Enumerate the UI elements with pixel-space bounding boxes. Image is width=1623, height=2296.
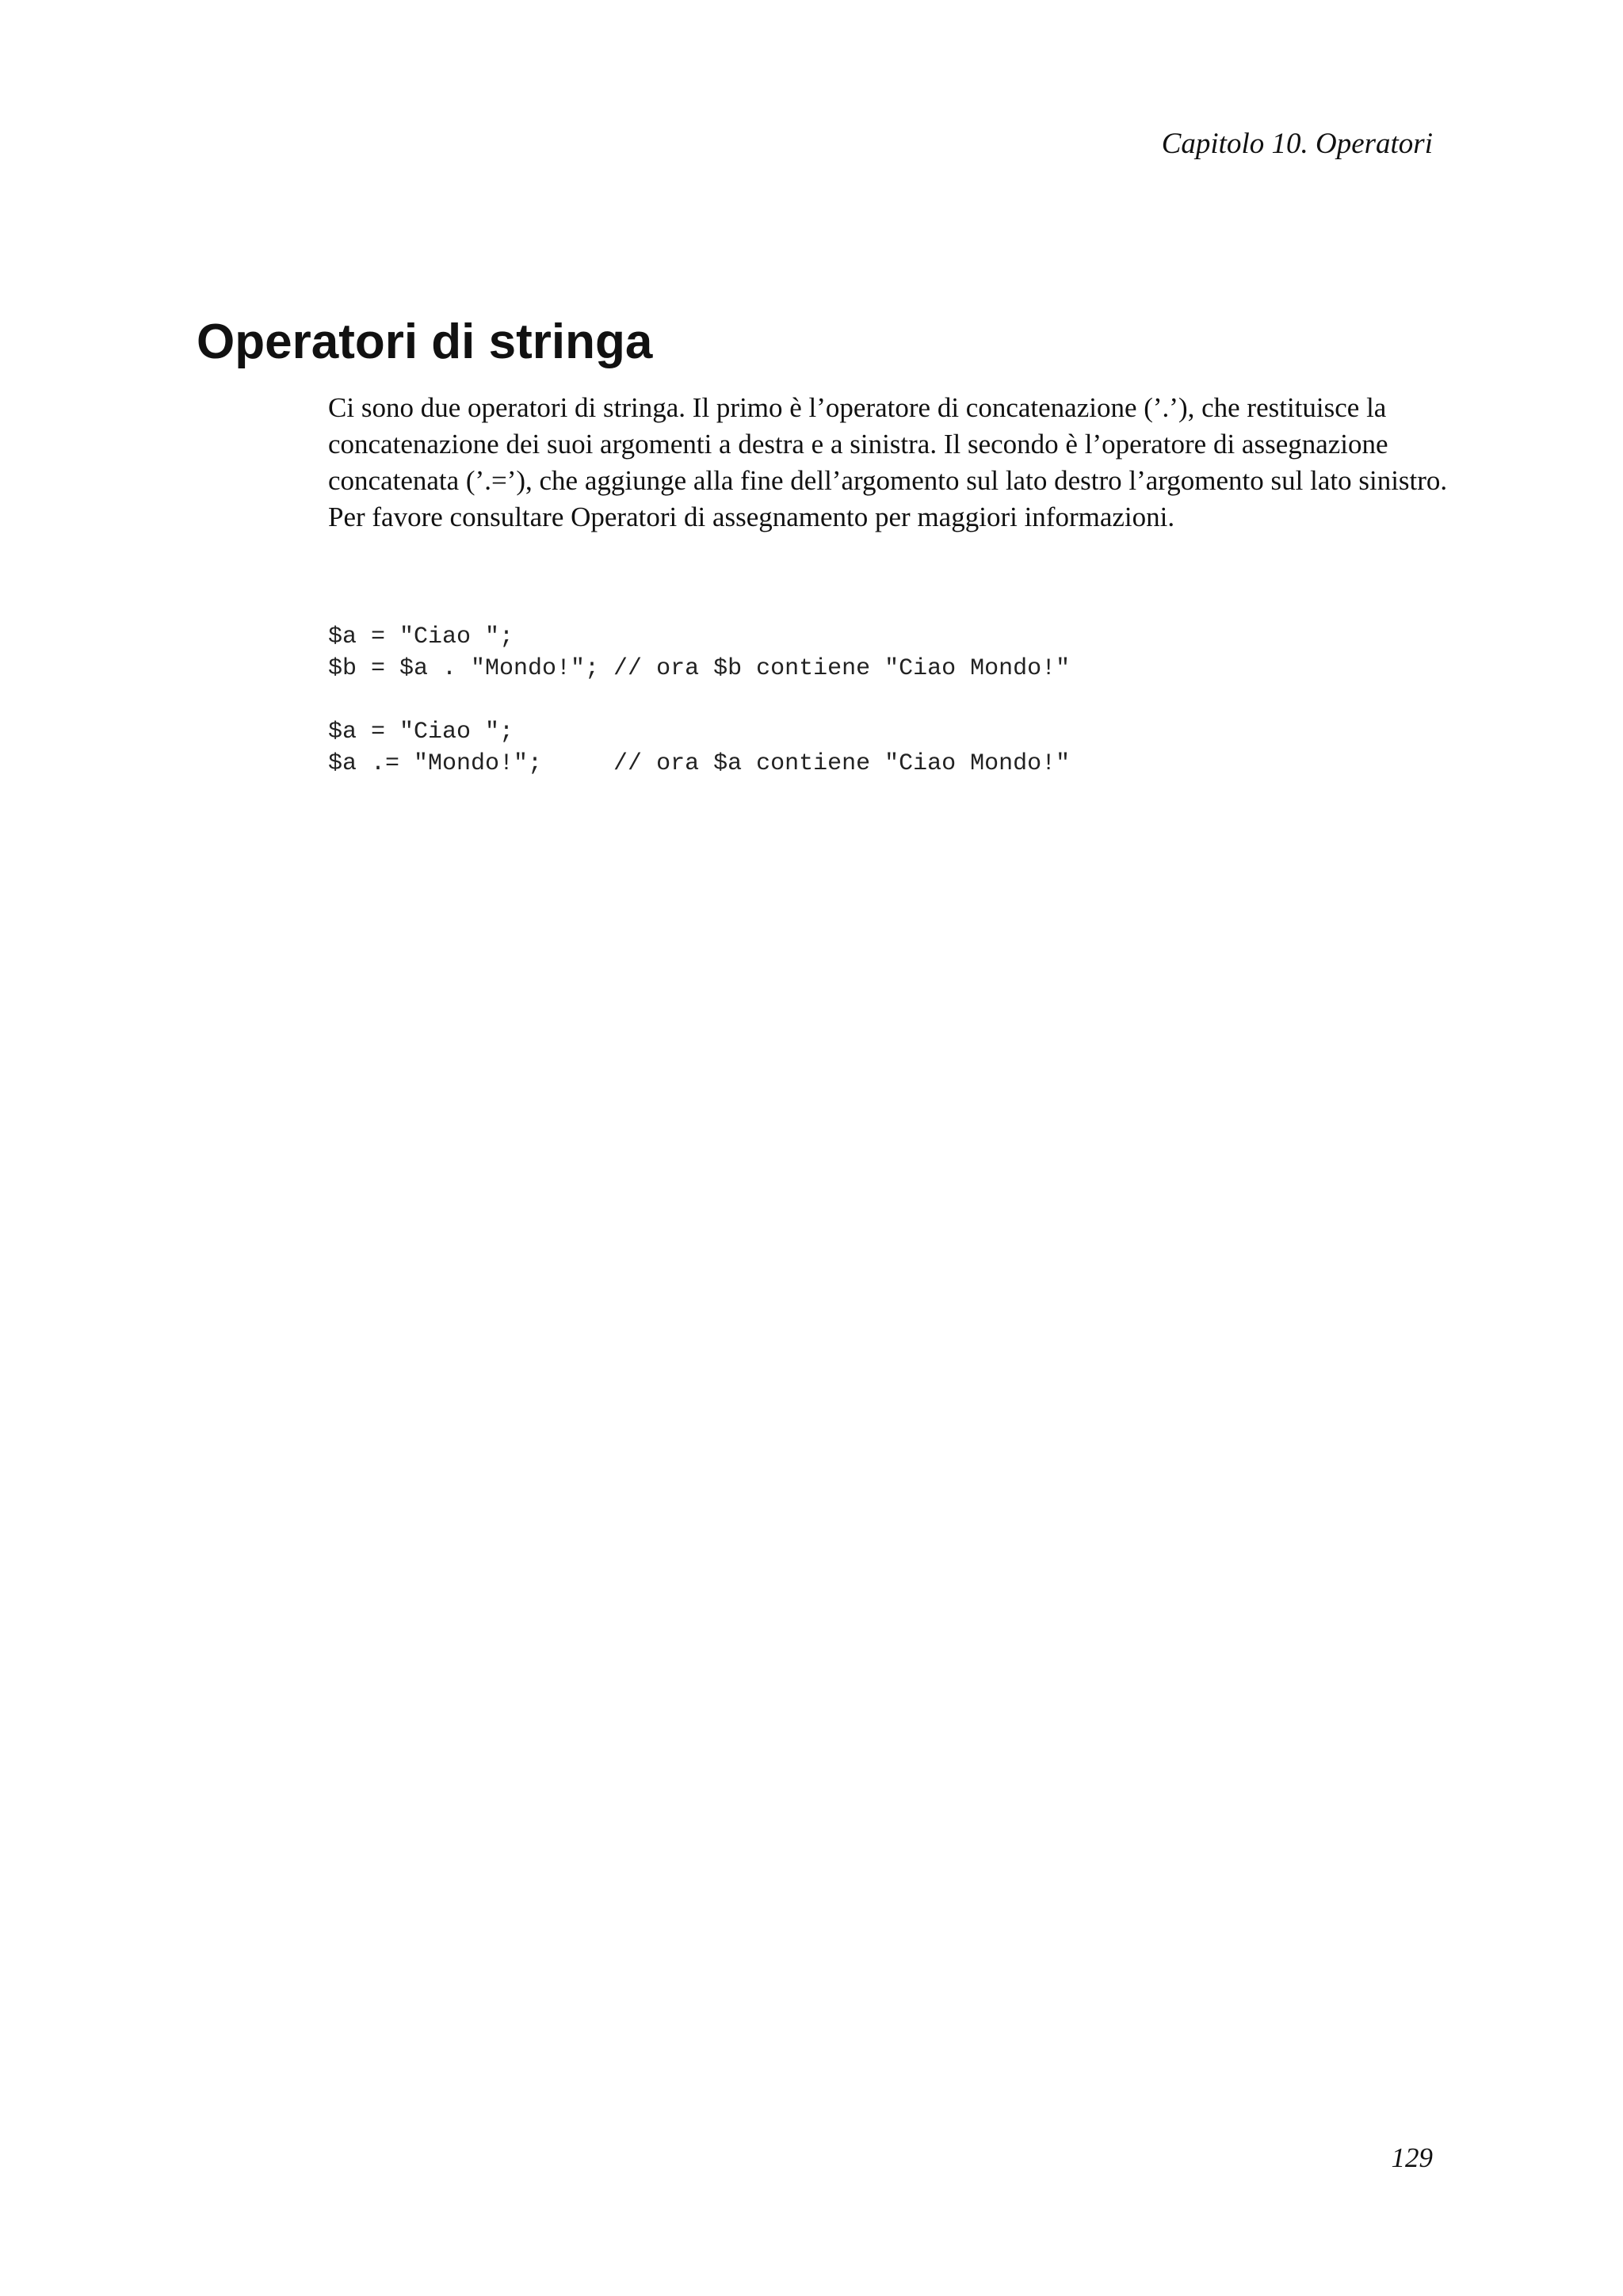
paragraph-line: concatenazione dei suoi argomenti a destra e a sinistra. Il secondo è l’operatore di assegnazione bbox=[328, 429, 1388, 460]
paragraph-line: Per favore consultare Operatori di assegnamento per maggiori informazioni. bbox=[328, 502, 1175, 532]
code-line: $b = $a . "Mondo!"; // ora $b contiene "Ciao Mondo!" bbox=[328, 655, 1071, 682]
paragraph-line: concatenata (’.=’), che aggiunge alla fine dell’argomento sul lato destro l’argomento sul lato sinistro. bbox=[328, 465, 1448, 496]
section-title: Operatori di stringa bbox=[197, 315, 653, 369]
code-line-blank bbox=[328, 685, 1070, 716]
code-line: $a = "Ciao "; bbox=[328, 719, 514, 746]
code-line: $a = "Ciao "; bbox=[328, 624, 514, 650]
code-example bbox=[328, 621, 1070, 780]
body-paragraph bbox=[328, 390, 1448, 536]
running-header: Capitolo 10. Operatori bbox=[1161, 128, 1433, 160]
page-number: 129 bbox=[1391, 2142, 1433, 2173]
paragraph-line: Ci sono due operatori di stringa. Il primo è l’operatore di concatenazione (’.’), che restituisce la bbox=[328, 392, 1387, 423]
code-line: $a .= "Mondo!"; // ora $a contiene "Ciao Mondo!" bbox=[328, 750, 1071, 777]
